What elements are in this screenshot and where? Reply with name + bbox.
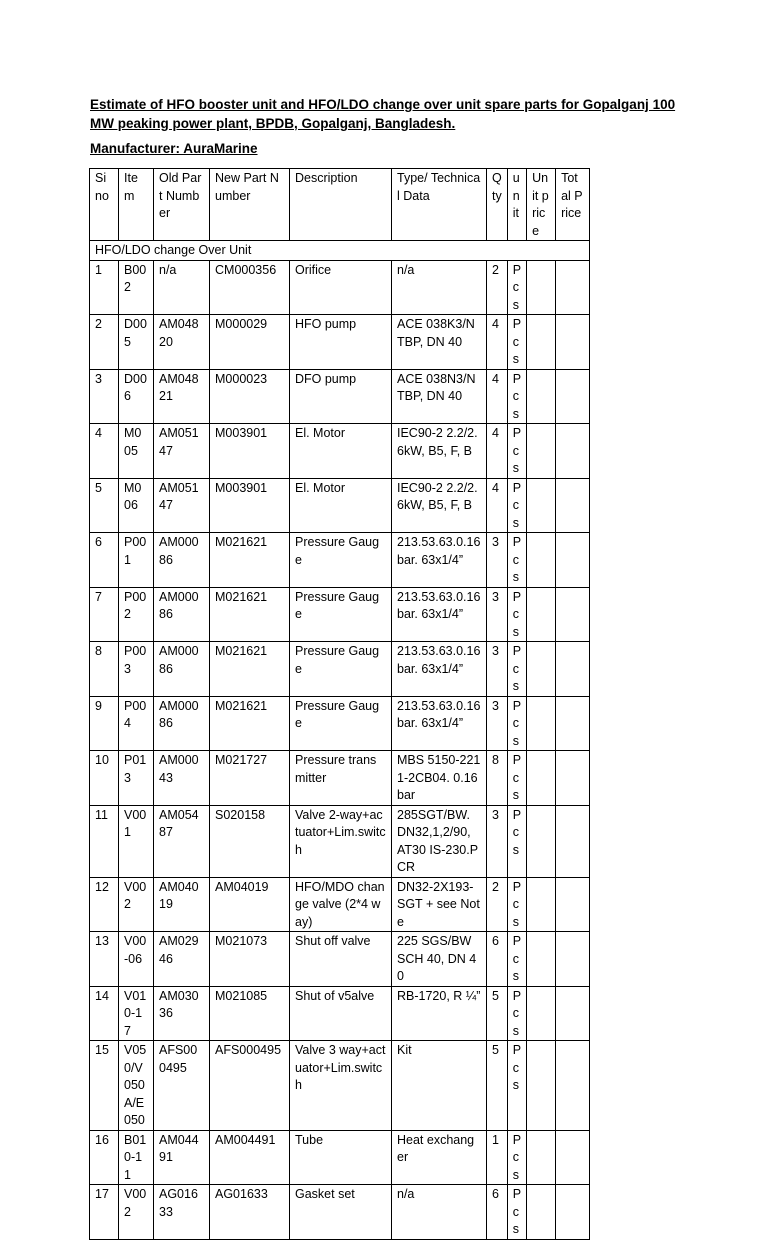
cell-type-technical-data: 213.53.63.0.16 bar. 63x1/4”	[392, 533, 487, 588]
header-qty: Qty	[487, 169, 508, 241]
cell-item: V00-06	[119, 932, 154, 987]
cell-total-price	[556, 932, 590, 987]
cell-si-no: 5	[90, 478, 119, 533]
cell-unit: Pcs	[507, 260, 526, 315]
cell-item: B002	[119, 260, 154, 315]
cell-item: P001	[119, 533, 154, 588]
cell-item: M005	[119, 424, 154, 479]
table-row	[90, 1041, 590, 1131]
table-row	[90, 1185, 590, 1240]
cell-old-part-number: n/a	[154, 260, 210, 315]
cell-qty: 4	[487, 478, 508, 533]
cell-total-price	[556, 805, 590, 877]
cell-qty: 6	[487, 932, 508, 987]
header-unit-price: Unit price	[527, 169, 556, 241]
table-row	[90, 478, 590, 533]
cell-unit: Pcs	[507, 478, 526, 533]
cell-old-part-number: AM04820	[154, 315, 210, 370]
cell-item: V002	[119, 877, 154, 932]
cell-qty: 3	[487, 533, 508, 588]
cell-description: HFO pump	[290, 315, 392, 370]
cell-type-technical-data: n/a	[392, 1185, 487, 1240]
cell-description: Tube	[290, 1130, 392, 1185]
cell-qty: 8	[487, 751, 508, 806]
cell-unit: Pcs	[507, 315, 526, 370]
cell-item: P003	[119, 642, 154, 697]
cell-type-technical-data: ACE 038N3/NTBP, DN 40	[392, 369, 487, 424]
cell-old-part-number: AM04019	[154, 877, 210, 932]
cell-total-price	[556, 478, 590, 533]
cell-qty: 5	[487, 986, 508, 1041]
cell-description: HFO/MDO change valve (2*4 way)	[290, 877, 392, 932]
cell-old-part-number: AM00043	[154, 751, 210, 806]
cell-total-price	[556, 1185, 590, 1240]
table-row	[90, 986, 590, 1041]
header-si-no: Si no	[90, 169, 119, 241]
cell-unit: Pcs	[507, 533, 526, 588]
cell-item: V050/V050A/E050	[119, 1041, 154, 1131]
cell-item: M006	[119, 478, 154, 533]
cell-item: P002	[119, 587, 154, 642]
table-row	[90, 877, 590, 932]
cell-total-price	[556, 424, 590, 479]
cell-item: V002	[119, 1185, 154, 1240]
cell-description: Pressure Gauge	[290, 696, 392, 751]
cell-unit: Pcs	[507, 932, 526, 987]
cell-description: Pressure Gauge	[290, 533, 392, 588]
cell-unit-price	[527, 587, 556, 642]
cell-total-price	[556, 751, 590, 806]
cell-description: Orifice	[290, 260, 392, 315]
cell-si-no: 4	[90, 424, 119, 479]
cell-qty: 5	[487, 1041, 508, 1131]
cell-old-part-number: AM00086	[154, 642, 210, 697]
cell-total-price	[556, 696, 590, 751]
header-description: Description	[290, 169, 392, 241]
cell-unit-price	[527, 1185, 556, 1240]
cell-new-part-number: M021621	[210, 696, 290, 751]
cell-si-no: 14	[90, 986, 119, 1041]
cell-unit-price	[527, 877, 556, 932]
cell-new-part-number: M021085	[210, 986, 290, 1041]
cell-unit: Pcs	[507, 805, 526, 877]
table-row	[90, 369, 590, 424]
cell-old-part-number: AM05487	[154, 805, 210, 877]
cell-unit-price	[527, 1130, 556, 1185]
cell-total-price	[556, 642, 590, 697]
header-item: Item	[119, 169, 154, 241]
cell-item: V001	[119, 805, 154, 877]
cell-total-price	[556, 877, 590, 932]
cell-unit-price	[527, 369, 556, 424]
cell-type-technical-data: 213.53.63.0.16 bar. 63x1/4”	[392, 696, 487, 751]
table-row	[90, 315, 590, 370]
cell-new-part-number: AM04019	[210, 877, 290, 932]
cell-si-no: 16	[90, 1130, 119, 1185]
table-header-row	[90, 169, 590, 241]
cell-new-part-number: M021727	[210, 751, 290, 806]
table-row	[90, 533, 590, 588]
cell-type-technical-data: n/a	[392, 260, 487, 315]
cell-si-no: 3	[90, 369, 119, 424]
cell-unit-price	[527, 805, 556, 877]
table-row	[90, 1130, 590, 1185]
cell-new-part-number: M003901	[210, 424, 290, 479]
cell-description: Valve 2-way+actuator+Lim.switch	[290, 805, 392, 877]
cell-unit: Pcs	[507, 877, 526, 932]
cell-unit: Pcs	[507, 1185, 526, 1240]
table-row	[90, 696, 590, 751]
cell-new-part-number: AFS000495	[210, 1041, 290, 1131]
cell-total-price	[556, 533, 590, 588]
cell-old-part-number: AM05147	[154, 478, 210, 533]
cell-old-part-number: AFS000495	[154, 1041, 210, 1131]
cell-new-part-number: M000023	[210, 369, 290, 424]
cell-new-part-number: AG01633	[210, 1185, 290, 1240]
table-row	[90, 587, 590, 642]
header-old-part-number: Old Part Number	[154, 169, 210, 241]
cell-new-part-number: M003901	[210, 478, 290, 533]
table-row	[90, 424, 590, 479]
cell-unit: Pcs	[507, 642, 526, 697]
cell-qty: 3	[487, 696, 508, 751]
cell-type-technical-data: MBS 5150-2211-2CB04. 0.16bar	[392, 751, 487, 806]
spare-parts-table	[89, 168, 590, 1240]
cell-si-no: 10	[90, 751, 119, 806]
cell-unit-price	[527, 260, 556, 315]
cell-qty: 2	[487, 877, 508, 932]
cell-si-no: 13	[90, 932, 119, 987]
cell-si-no: 17	[90, 1185, 119, 1240]
cell-description: El. Motor	[290, 478, 392, 533]
cell-description: Pressure Gauge	[290, 642, 392, 697]
cell-new-part-number: S020158	[210, 805, 290, 877]
table-row	[90, 805, 590, 877]
cell-old-part-number: AG01633	[154, 1185, 210, 1240]
cell-old-part-number: AM04491	[154, 1130, 210, 1185]
cell-unit: Pcs	[507, 696, 526, 751]
cell-description: Shut of v5alve	[290, 986, 392, 1041]
cell-type-technical-data: ACE 038K3/NTBP, DN 40	[392, 315, 487, 370]
document-title: Estimate of HFO booster unit and HFO/LDO change over unit spare parts for Gopalganj 100 MW peaking power plant, BPDB, Gopalganj, Bangladesh.	[90, 97, 676, 131]
header-total-price: Total Price	[556, 169, 590, 241]
cell-item: P004	[119, 696, 154, 751]
cell-old-part-number: AM00086	[154, 587, 210, 642]
cell-si-no: 7	[90, 587, 119, 642]
cell-new-part-number: M021621	[210, 642, 290, 697]
cell-total-price	[556, 260, 590, 315]
cell-type-technical-data: 225 SGS/BW SCH 40, DN 40	[392, 932, 487, 987]
cell-unit-price	[527, 986, 556, 1041]
cell-old-part-number: AM00086	[154, 696, 210, 751]
cell-qty: 3	[487, 587, 508, 642]
cell-item: V010-17	[119, 986, 154, 1041]
cell-type-technical-data: 285SGT/BW. DN32,1,2/90, AT30 IS-230.PCR	[392, 805, 487, 877]
cell-unit-price	[527, 315, 556, 370]
cell-unit-price	[527, 932, 556, 987]
cell-item: D005	[119, 315, 154, 370]
table-row	[90, 932, 590, 987]
cell-unit-price	[527, 751, 556, 806]
cell-si-no: 8	[90, 642, 119, 697]
cell-unit: Pcs	[507, 424, 526, 479]
section-row	[90, 241, 590, 261]
cell-qty: 3	[487, 642, 508, 697]
cell-new-part-number: M021621	[210, 587, 290, 642]
cell-description: El. Motor	[290, 424, 392, 479]
cell-item: D006	[119, 369, 154, 424]
cell-old-part-number: AM03036	[154, 986, 210, 1041]
cell-total-price	[556, 315, 590, 370]
cell-qty: 4	[487, 369, 508, 424]
cell-unit-price	[527, 424, 556, 479]
cell-new-part-number: M000029	[210, 315, 290, 370]
cell-type-technical-data: Kit	[392, 1041, 487, 1131]
cell-unit: Pcs	[507, 587, 526, 642]
cell-type-technical-data: RB-1720, R ¼”	[392, 986, 487, 1041]
cell-si-no: 12	[90, 877, 119, 932]
cell-qty: 4	[487, 424, 508, 479]
cell-unit: Pcs	[507, 986, 526, 1041]
cell-type-technical-data: 213.53.63.0.16 bar. 63x1/4”	[392, 642, 487, 697]
cell-total-price	[556, 369, 590, 424]
cell-description: Gasket set	[290, 1185, 392, 1240]
cell-type-technical-data: IEC90-2 2.2/2.6kW, B5, F, B	[392, 478, 487, 533]
section-title: HFO/LDO change Over Unit	[90, 241, 590, 261]
table-row	[90, 751, 590, 806]
cell-old-part-number: AM02946	[154, 932, 210, 987]
cell-si-no: 1	[90, 260, 119, 315]
cell-new-part-number: CM000356	[210, 260, 290, 315]
cell-total-price	[556, 1130, 590, 1185]
cell-total-price	[556, 587, 590, 642]
cell-new-part-number: AM004491	[210, 1130, 290, 1185]
cell-old-part-number: AM00086	[154, 533, 210, 588]
cell-unit: Pcs	[507, 1130, 526, 1185]
cell-si-no: 15	[90, 1041, 119, 1131]
header-unit: unit	[507, 169, 526, 241]
cell-type-technical-data: DN32-2X193-SGT + see Note	[392, 877, 487, 932]
cell-total-price	[556, 986, 590, 1041]
cell-unit: Pcs	[507, 751, 526, 806]
cell-total-price	[556, 1041, 590, 1131]
cell-qty: 3	[487, 805, 508, 877]
cell-si-no: 9	[90, 696, 119, 751]
cell-unit-price	[527, 478, 556, 533]
cell-unit-price	[527, 642, 556, 697]
cell-qty: 2	[487, 260, 508, 315]
cell-new-part-number: M021073	[210, 932, 290, 987]
cell-description: Pressure Gauge	[290, 587, 392, 642]
header-type-technical-data: Type/ Technical Data	[392, 169, 487, 241]
cell-unit: Pcs	[507, 1041, 526, 1131]
header-new-part-number: New Part Number	[210, 169, 290, 241]
cell-type-technical-data: IEC90-2 2.2/2.6kW, B5, F, B	[392, 424, 487, 479]
cell-si-no: 2	[90, 315, 119, 370]
cell-description: DFO pump	[290, 369, 392, 424]
cell-item: P013	[119, 751, 154, 806]
cell-unit: Pcs	[507, 369, 526, 424]
cell-qty: 6	[487, 1185, 508, 1240]
cell-qty: 4	[487, 315, 508, 370]
cell-description: Valve 3 way+actuator+Lim.switch	[290, 1041, 392, 1131]
table-row	[90, 260, 590, 315]
cell-description: Pressure transmitter	[290, 751, 392, 806]
manufacturer-line: Manufacturer: AuraMarine	[90, 141, 258, 156]
cell-qty: 1	[487, 1130, 508, 1185]
cell-type-technical-data: Heat exchanger	[392, 1130, 487, 1185]
cell-si-no: 11	[90, 805, 119, 877]
cell-old-part-number: AM05147	[154, 424, 210, 479]
cell-description: Shut off valve	[290, 932, 392, 987]
cell-old-part-number: AM04821	[154, 369, 210, 424]
cell-type-technical-data: 213.53.63.0.16 bar. 63x1/4”	[392, 587, 487, 642]
cell-unit-price	[527, 533, 556, 588]
cell-si-no: 6	[90, 533, 119, 588]
table-row	[90, 642, 590, 697]
cell-unit-price	[527, 1041, 556, 1131]
cell-unit-price	[527, 696, 556, 751]
cell-item: B010-11	[119, 1130, 154, 1185]
cell-new-part-number: M021621	[210, 533, 290, 588]
